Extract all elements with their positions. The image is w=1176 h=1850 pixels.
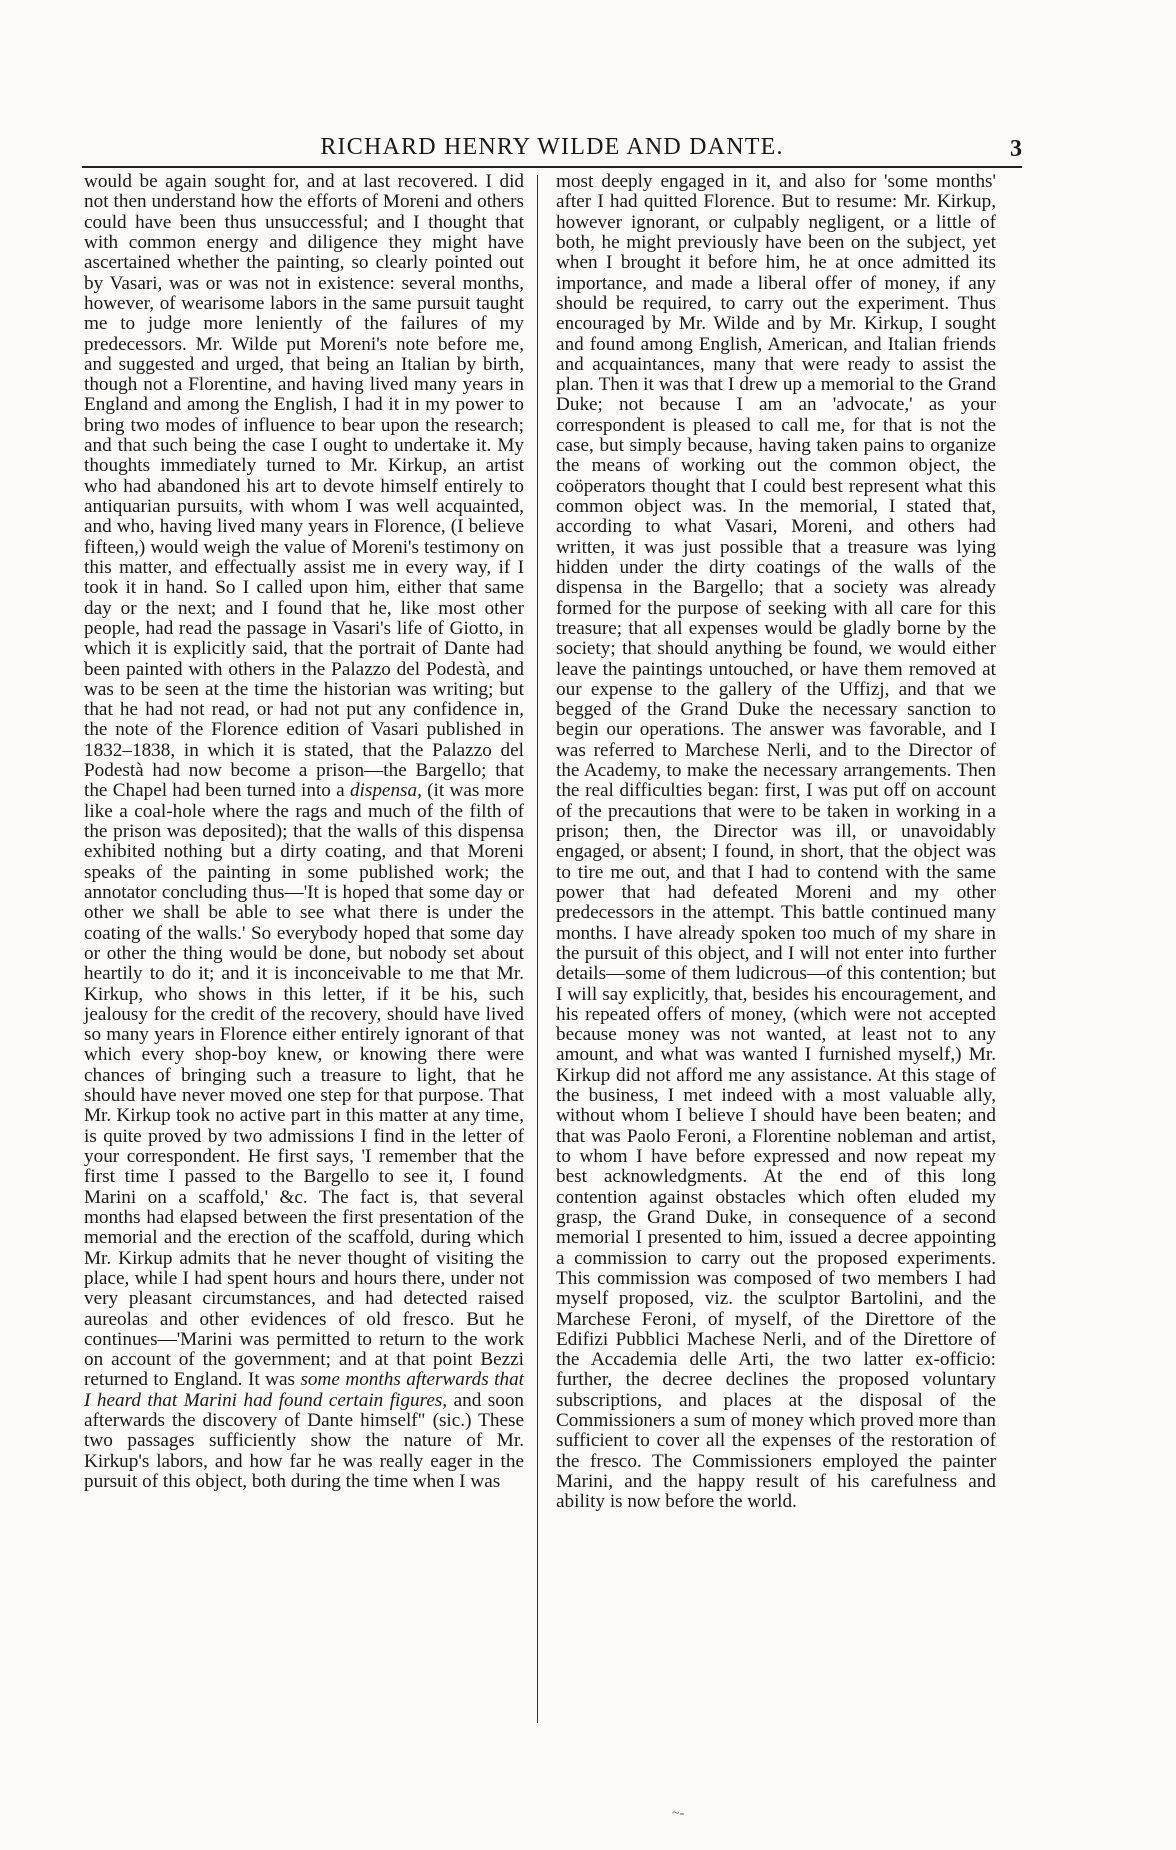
left-text-part-1: would be again sought for, and at last recovered. I did not then understand how the efforts of Moreni and others could have been thus unsuccessful; and I thought that with common energy and diligence they might have ascertained whether the painting, so clearly pointed out by Vasari, was or was not in existence: several months, however, of wearisome labors in the same pursuit taught me to judge more leniently of the failures of my predecessors. Mr. Wilde put Moreni's note before me, and suggested and urged, that being an Italian by birth, though not a Florentine, and having lived many years in England and among the English, I had it in my power to bring two modes of influence to bear upon the research; and that such being the case I ought to undertake it. My thoughts immediately turned to Mr. Kirkup, an artist who had abandoned his art to devote himself entirely to antiquarian pursuits, with whom I was well acquainted, and who, having lived many years in Florence, (I believe fifteen,) would weigh the value of Moreni's testimony on this matter, and effectually assist me in every way, if I took it in hand. So I called upon him, either that same day or the next; and I found that he, like most other people, had read the passage in Vasari's life of Giotto, in which it is explicitly said, that the portrait of Dante had been painted with others in the Palazzo del Podestà, and was to be seen at the time the historian was writing; but that he had not read, or had not put any confidence in, the note of the Florence edition of Vasari published in 1832–1838, in which it is stated, that the Palazzo del Podestà had now become a prison—the Bargello; that the Chapel had been turned into a: [84, 171, 524, 802]
left-column-text: [84, 172, 524, 1492]
italic-dispensa: dispensa,: [349, 780, 422, 802]
column-divider: [537, 175, 538, 1723]
left-column: [84, 172, 524, 1492]
italic-quote: some months afterwards that I heard that Marini had found certain figures,: [84, 1369, 524, 1411]
right-column: [556, 172, 996, 1513]
header-rule: [82, 166, 1022, 168]
left-text-part-3: and soon afterwards the discovery of Dante himself" (sic.) These two passages sufficiently show the nature of Mr. Kirkup's labors, and how far he was really eager in the pursuit of this object, both during the time when I was: [84, 1389, 525, 1492]
left-text-part-2: (it was more like a coal-hole where the rags and much of the filth of the prison was deposited); that the walls of this dispensa exhibited nothing but a dirty coating, and that Moreni speaks of the painting in some published work; the annotator concluding thus—'It is hoped that some day or other we shall be able to see what there is under the coating of the walls.' So everybody hoped that some day or other the thing would be done, but nobody set about heartily to do it; and it is inconceivable to me that Mr. Kirkup, who shows in this letter, if it be his, such jealousy for the credit of the recovery, should have lived so many years in Florence either entirely ignorant of that which every shop-boy knew, or knowing there were chances of bringing such a treasure to light, that he should have never moved one step for that purpose. That Mr. Kirkup took no active part in this matter at any time, is quite proved by two admissions I find in the letter of your correspondent. He first says, 'I remember that the first time I passed to the Bargello to see it, I found Marini on a scaffold,' &c. The fact is, that several months had elapsed between the first presentation of the memorial and the erection of the scaffold, during which Mr. Kirkup admits that he never thought of visiting the place, while I had spent hours and hours there, under not very pleasant circumstances, and had detected raised aureolas and other evidences of old fresco. But he continues—'Marini was permitted to return to the work on account of the government; and at that point Bezzi returned to England. It was: [84, 780, 524, 1391]
right-column-text: most deeply engaged in it, and also for 'some months' after I had quitted Florence. But to resume: Mr. Kirkup, however ignorant, or culpably negligent, or a little of both, he might previously have been on the subject, yet when I brought it before him, he at once admitted its importance, and made a liberal offer of money, if any should be required, to carry out the experiment. Thus encouraged by Mr. Wilde and by Mr. Kirkup, I sought and found among English, American, and Italian friends and acquaintances, many that were ready to assist the plan. Then it was that I drew up a memorial to the Grand Duke; not because I am an 'advocate,' as your correspondent is pleased to call me, for that is not the case, but simply because, having taken pains to organize the means of working out the common object, the coöperators thought that I could best represent what this common object was. In the memorial, I stated that, according to what Vasari, Moreni, and others had written, it was just possible that a treasure was lying hidden under the dirty coatings of the walls of the dispensa in the Bargello; that a society was already formed for the purpose of seeking with all care for this treasure; that all expenses would be gladly borne by the society; that should anything be found, we would either leave the paintings untouched, or have them removed at our expense to the gallery of the Uffizj, and that we begged of the Grand Duke the necessary sanction to begin our operations. The answer was favorable, and I was referred to Marchese Nerli, and to the Director of the Academy, to make the necessary arrangements. Then the real difficulties began: first, I was put off on account of the precautions that were to be taken in working in a prison; then, the Director was ill, or unavoidably engaged, or absent; I found, in short, that the object was to tire me out, and that I had to contend with the same power that had defeated Moreni and my other predecessors in the attempt. This battle continued many months. I have already spoken too much of my share in the pursuit of this object, and I will not enter into further details—some of them ludicrous—of this contention; but I will say explicitly, that, besides his encouragement, and his repeated offers of money, (which were not accepted because money was not wanted, at least not to any amount, and what was wanted I furnished myself,) Mr. Kirkup did not afford me any assistance. At this stage of the business, I met indeed with a most valuable ally, without whom I believe I should have been beaten; and that was Paolo Feroni, a Florentine nobleman and artist, to whom I have before expressed and now repeat my best acknowledgments. At the end of this long contention against obstacles which often eluded my grasp, the Grand Duke, in consequence of a second memorial I presented to him, issued a decree appointing a commission to carry out the proposed experiments. This commission was composed of two members I had myself proposed, viz. the sculptor Bartolini, and the Marchese Feroni, of myself, of the Direttore of the Edifizi Pubblici Machese Nerli, and of the Direttore of the Accademia delle Arti, the two latter ex-officio: further, the decree declines the proposed voluntary subscriptions, and places at the disposal of the Commissioners a sum of money which proved more than sufficient to cover all the expenses of the restoration of the fresco. The Commissioners employed the painter Marini, and the happy result of his carefulness and ability is now before the world.: [556, 171, 996, 1513]
page-number: 3: [1010, 136, 1022, 162]
running-title: RICHARD HENRY WILDE AND DANTE.: [320, 134, 784, 160]
page-header: [82, 134, 1022, 168]
footer-mark: ~-: [672, 1806, 685, 1821]
